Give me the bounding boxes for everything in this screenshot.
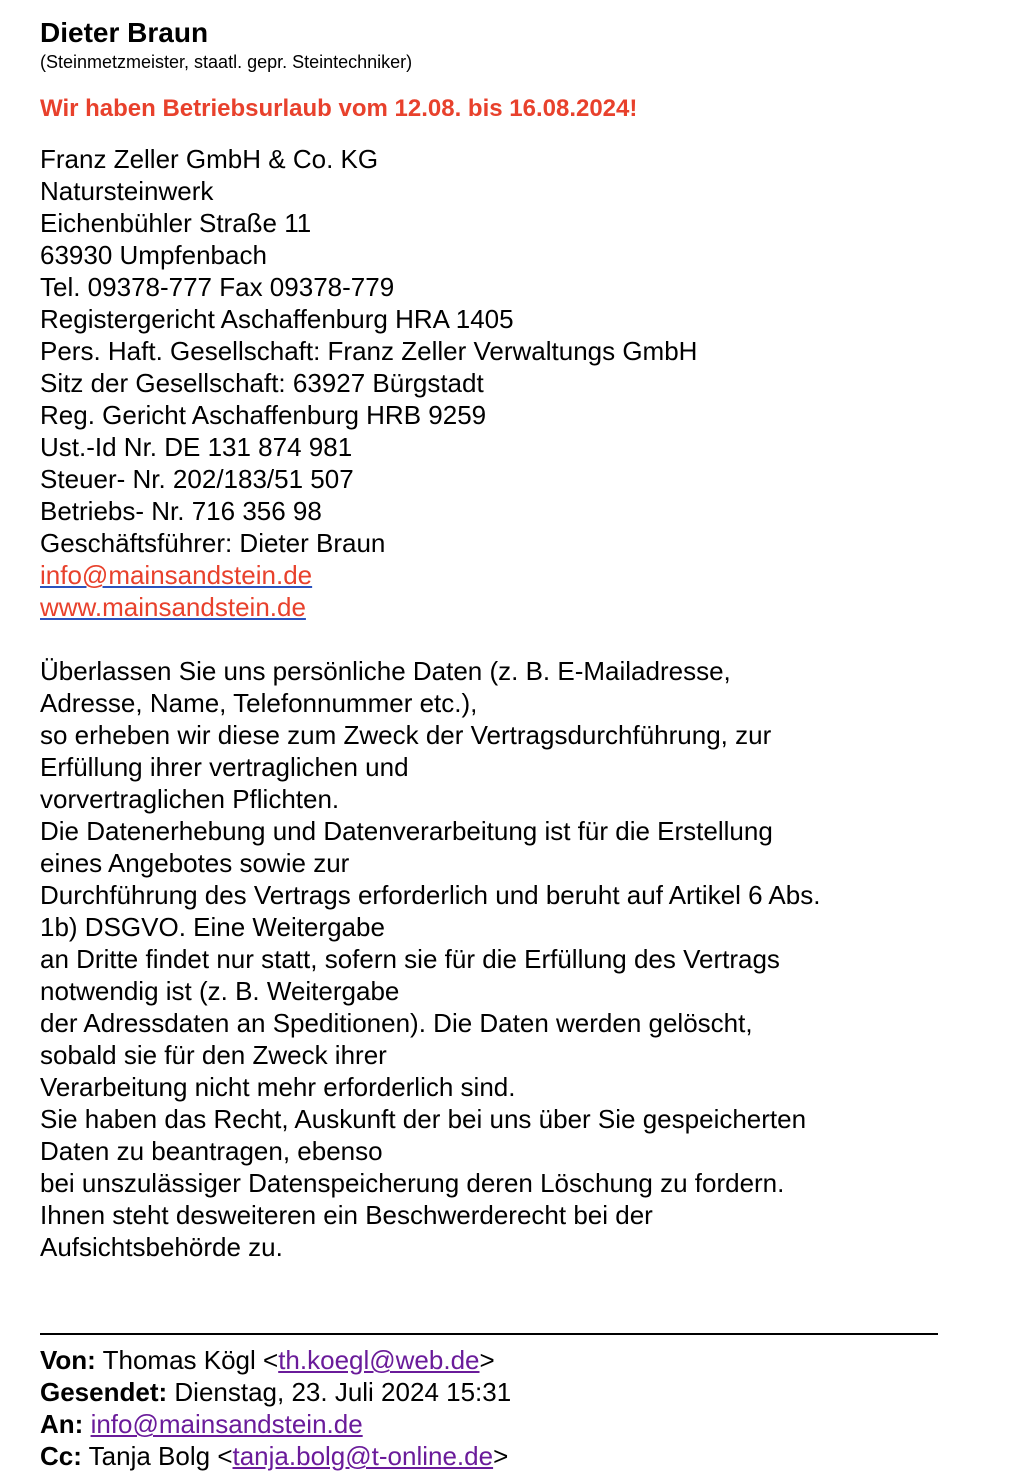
privacy-line: Sie haben das Recht, Auskunft der bei uns über Sie gespeicherten [40,1104,807,1134]
privacy-line: an Dritte findet nur statt, sofern sie für die Erfüllung des Vertrags [40,944,780,974]
privacy-line: Adresse, Name, Telefonnummer etc.), [40,688,478,718]
sender-name: Dieter Braun [40,17,209,48]
company-line: Ust.-Id Nr. DE 131 874 981 [40,432,353,462]
company-line: Betriebs- Nr. 716 356 98 [40,496,322,526]
cc-name: Tanja Bolg < [88,1441,233,1471]
sent-value: Dienstag, 23. Juli 2024 15:31 [174,1377,512,1407]
company-line: Sitz der Gesellschaft: 63927 Bürgstadt [40,368,484,398]
privacy-line: 1b) DSGVO. Eine Weitergabe [40,912,385,942]
sent-label: Gesendet: [40,1377,168,1407]
cc-email-link[interactable]: tanja.bolg@t-online.de [232,1441,494,1471]
privacy-line: der Adressdaten an Speditionen). Die Daten werden gelöscht, [40,1008,753,1038]
sent-row [40,1376,980,1408]
to-email-link[interactable]: info@mainsandstein.de [90,1409,363,1439]
company-line: Geschäftsführer: Dieter Braun [40,528,386,558]
company-line: Tel. 09378-777 Fax 09378-779 [40,272,395,302]
quote-divider [40,1333,938,1335]
cc-row [40,1440,980,1472]
privacy-notice [40,655,980,1263]
cc-suffix: > [493,1441,509,1471]
company-info [40,143,980,623]
company-line: Natursteinwerk [40,176,214,206]
vacation-notice: Wir haben Betriebsurlaub vom 12.08. bis 16.08.2024! [40,95,638,122]
from-label: Von: [40,1345,96,1375]
to-label: An: [40,1409,84,1439]
privacy-line: notwendig ist (z. B. Weitergabe [40,976,400,1006]
email-body [40,16,980,1263]
from-email-link[interactable]: th.koegl@web.de [278,1345,480,1375]
quoted-message-header [40,1344,980,1472]
privacy-line: vorvertraglichen Pflichten. [40,784,340,814]
company-line: Steuer- Nr. 202/183/51 507 [40,464,354,494]
company-line: Pers. Haft. Gesellschaft: Franz Zeller Verwaltungs GmbH [40,336,698,366]
privacy-line: Überlassen Sie uns persönliche Daten (z. B. E-Mailadresse, [40,656,731,686]
privacy-line: Aufsichtsbehörde zu. [40,1232,283,1262]
company-email-link[interactable]: info@mainsandstein.de [40,560,313,590]
company-website-link[interactable]: www.mainsandstein.de [40,592,306,622]
privacy-line: Ihnen steht desweiteren ein Beschwerderecht bei der [40,1200,653,1230]
company-line: Eichenbühler Straße 11 [40,208,312,238]
privacy-line: so erheben wir diese zum Zweck der Vertragsdurchführung, zur [40,720,772,750]
company-line: Registergericht Aschaffenburg HRA 1405 [40,304,514,334]
privacy-line: Erfüllung ihrer vertraglichen und [40,752,409,782]
privacy-line: sobald sie für den Zweck ihrer [40,1040,387,1070]
privacy-line: bei unszulässiger Datenspeicherung deren Löschung zu fordern. [40,1168,785,1198]
privacy-line: Durchführung des Vertrags erforderlich und beruht auf Artikel 6 Abs. [40,880,821,910]
from-row [40,1344,980,1376]
privacy-line: Die Datenerhebung und Datenverarbeitung ist für die Erstellung [40,816,773,846]
from-name: Thomas Kögl < [102,1345,279,1375]
privacy-line: Verarbeitung nicht mehr erforderlich sind. [40,1072,516,1102]
company-line: Franz Zeller GmbH & Co. KG [40,144,379,174]
from-suffix: > [479,1345,495,1375]
to-row [40,1408,980,1440]
company-line: Reg. Gericht Aschaffenburg HRB 9259 [40,400,487,430]
privacy-line: Daten zu beantragen, ebenso [40,1136,383,1166]
privacy-line: eines Angebotes sowie zur [40,848,350,878]
sender-title: (Steinmetzmeister, staatl. gepr. Steintechniker) [40,52,413,72]
cc-label: Cc: [40,1441,82,1471]
company-line: 63930 Umpfenbach [40,240,267,270]
